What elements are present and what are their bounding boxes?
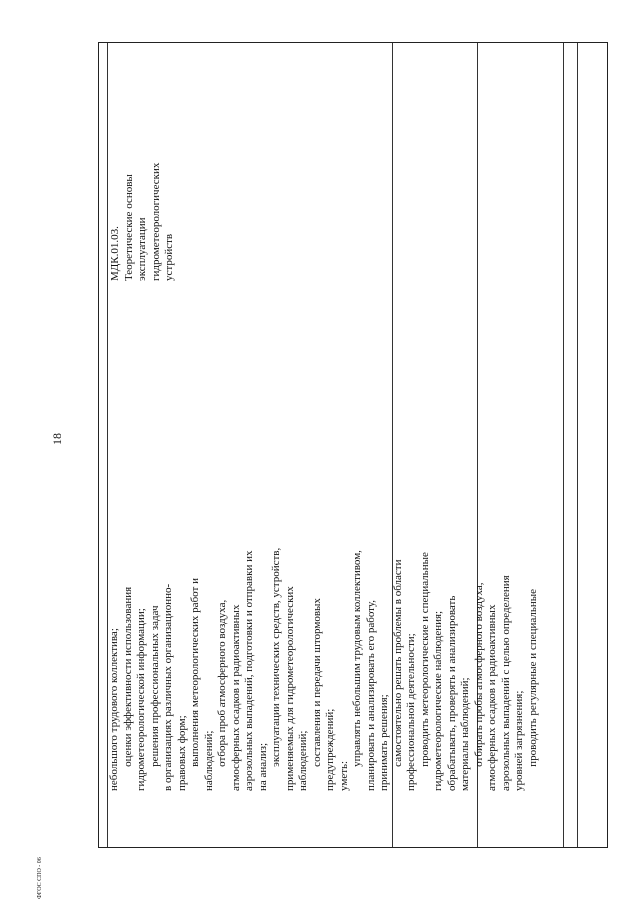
skills-line: самостоятельно решать проблемы в области bbox=[391, 559, 404, 767]
page-number: 18 bbox=[50, 433, 64, 445]
skills-line: оценки эффективности использования bbox=[121, 586, 134, 767]
skills-line: уметь: bbox=[337, 760, 350, 791]
discipline-cell bbox=[109, 163, 177, 281]
column-divider bbox=[577, 43, 578, 847]
skills-line: материалы наблюдений; bbox=[459, 677, 471, 791]
skills-line: атмосферных осадков и радиоактивных bbox=[229, 604, 242, 791]
skills-line: аэрозольных выпадений, подготовки и отправки их bbox=[243, 550, 255, 791]
skills-line: отбора проб атмосферного воздуха, bbox=[216, 599, 228, 767]
discipline-line: гидрометеорологических bbox=[149, 162, 162, 281]
skills-line: проводить метеорологические и специальные bbox=[418, 552, 431, 767]
footer-label: ФГОС СПО - 06 bbox=[37, 857, 43, 899]
discipline-line: устройств bbox=[163, 233, 175, 281]
skills-line: аэрозольных выпадений с целью определения bbox=[499, 575, 512, 791]
skills-line: на анализ; bbox=[256, 742, 269, 791]
skills-line: правовых форм; bbox=[175, 715, 188, 791]
skills-line: проводить регулярные и специальные bbox=[526, 588, 539, 767]
discipline-line: МДК.01.03. bbox=[109, 226, 121, 281]
skills-line: гидрометеорологические наблюдения; bbox=[432, 610, 444, 791]
skills-line: планировать и анализировать его работу, bbox=[364, 600, 377, 791]
skills-line: отбирать пробы атмосферного воздуха, bbox=[472, 582, 485, 767]
skills-line: эксплуатации технических средств, устройств, bbox=[270, 547, 282, 767]
skills-line: уровней загрязнения; bbox=[513, 690, 525, 791]
skills-line: наблюдений; bbox=[202, 730, 215, 791]
skills-line: принимать решения; bbox=[378, 694, 390, 791]
skills-line: атмосферных осадков и радиоактивных bbox=[486, 604, 498, 791]
skills-line: решения профессиональных задач bbox=[148, 605, 161, 767]
column-divider bbox=[563, 43, 564, 847]
skills-line: управлять небольшим трудовым коллективом, bbox=[351, 550, 363, 767]
skills-line: применяемых для гидрометеорологических bbox=[283, 586, 296, 791]
skills-line: предупреждений; bbox=[324, 708, 336, 791]
skills-line: составления и передачи штормовых bbox=[310, 598, 323, 767]
curriculum-table bbox=[98, 42, 608, 848]
skills-line: профессиональной деятельности; bbox=[405, 633, 417, 791]
skills-cell bbox=[108, 548, 540, 791]
skills-line: гидрометеорологической информации; bbox=[135, 608, 147, 791]
skills-line: небольшого трудового коллектива; bbox=[108, 628, 120, 791]
skills-line: обрабатывать, проверять и анализировать bbox=[445, 595, 458, 791]
discipline-line: Теоретические основы bbox=[122, 174, 135, 281]
discipline-line: эксплуатации bbox=[136, 217, 148, 281]
skills-line: наблюдений; bbox=[297, 730, 309, 791]
skills-line: выполнения метеорологических работ и bbox=[189, 578, 201, 767]
skills-line: в организациях различных организационно- bbox=[162, 583, 174, 791]
